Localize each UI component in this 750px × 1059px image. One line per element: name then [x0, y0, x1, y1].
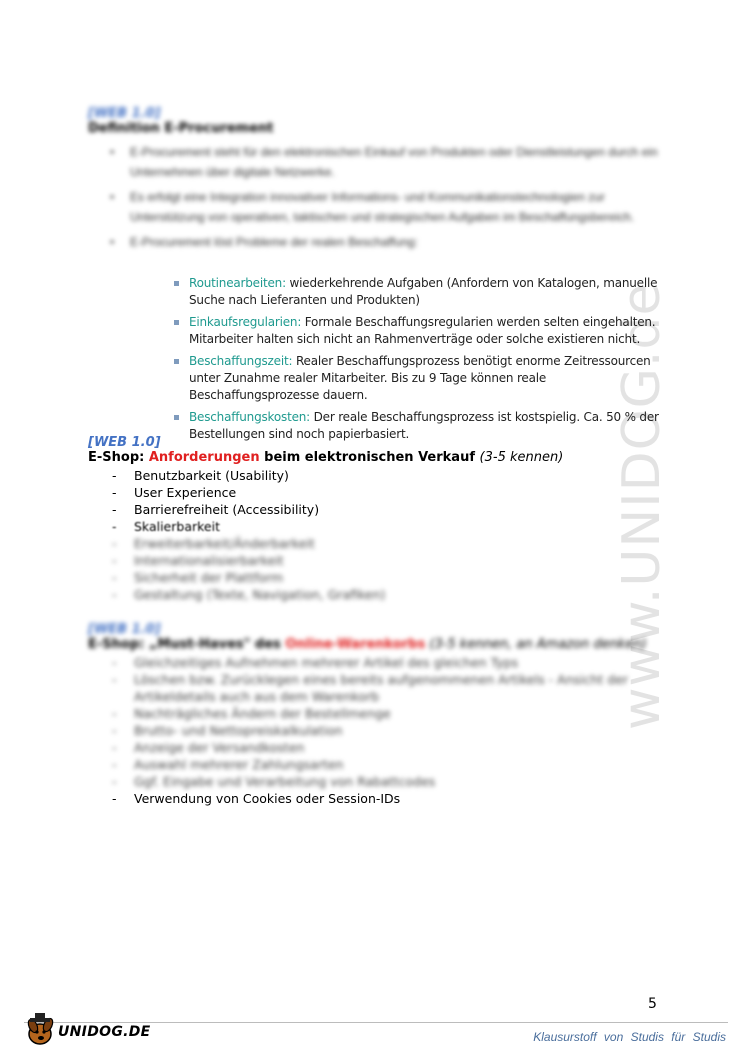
- dog-mascot-icon: [26, 1013, 54, 1044]
- list-item: - Skalierbarkeit: [88, 518, 658, 535]
- list-item: - Ggf. Eingabe und Verarbeitung von Rabattcodes: [88, 773, 668, 790]
- term-label: Beschaffungszeit:: [189, 354, 293, 368]
- list-item: • Es erfolgt eine Integration innovativer Informations- und Kommunikationstechnologien zur Unterstützung von operativen, taktischen und strategischen Aufgaben im Beschaffungsbereich.: [110, 187, 658, 227]
- list-item: [170, 314, 660, 348]
- list-item: - Gleichzeitiges Aufnehmen mehrerer Artikel des gleichen Typs: [88, 654, 668, 671]
- section-cart-must-haves: [88, 622, 668, 807]
- list-item: - Auswahl mehrerer Zahlungsarten: [88, 756, 668, 773]
- list-item: - Nachträgliches Ändern der Bestellmenge: [88, 705, 668, 722]
- heading-prefix: E-Shop:: [88, 450, 149, 465]
- section-heading: [88, 450, 658, 465]
- section-e-procurement: [88, 106, 658, 257]
- heading-highlight: Online-Warenkorbs: [285, 637, 426, 652]
- blurred-block-top: [88, 106, 658, 252]
- term-text: wiederkehrende Aufgaben (Anfordern von Katalogen, manuelle Suche nach Lieferanten und Produkten): [189, 276, 658, 307]
- page-number: 5: [648, 996, 657, 1012]
- term-text: Formale Beschaffungsregularien werden selten eingehalten. Mitarbeiter halten sich nicht an Rahmenverträge oder solche existieren nicht.: [189, 315, 656, 346]
- section-eshop-requirements: [88, 435, 658, 603]
- list-item: - Internationalisierbarkeit: [88, 552, 658, 569]
- list-item: - Benutzbarkeit (Usability): [88, 467, 658, 484]
- list-item: - Anzeige der Versandkosten: [88, 739, 668, 756]
- must-haves-list-visible: [88, 790, 668, 807]
- term-text: Realer Beschaffungsprozess benötigt enorme Zeitressourcen unter Zunahme realer Mitarbeiter. Bis zu 9 Tage können reale Beschaffungsprozesse dauern.: [189, 354, 651, 402]
- list-item: - Löschen bzw. Zurücklegen eines bereits aufgenommenen Artikels - Ansicht der Artikeldetails auch aus dem Warenkorb: [88, 671, 668, 705]
- heading-highlight: Anforderungen: [148, 450, 260, 465]
- list-item: - User Experience: [88, 484, 658, 501]
- term-label: Routinearbeiten:: [189, 276, 286, 290]
- term-label: Einkaufsregularien:: [189, 315, 302, 329]
- list-item: - Sicherheit der Plattform: [88, 569, 658, 586]
- section-tag: [WEB 1.0]: [88, 435, 161, 450]
- watermark-text: www.UNIDOG.de: [612, 282, 672, 730]
- heading-note: (3-5 kennen): [479, 450, 564, 465]
- list-item: - Gestaltung (Texte, Navigation, Grafiken): [88, 586, 658, 603]
- section-tag: [WEB 1.0]: [88, 106, 161, 121]
- list-item: • E-Procurement löst Probleme der realen Beschaffung:: [110, 232, 658, 252]
- logo-text: UNIDOG.DE: [58, 1024, 151, 1040]
- list-item: - Brutto- und Nettopreiskalkulation: [88, 722, 668, 739]
- must-haves-list: [88, 654, 668, 790]
- term-label: Beschaffungskosten:: [189, 410, 311, 424]
- section-heading: [88, 637, 668, 652]
- footer-tagline: Klausurstoff von Studis für Studis: [533, 1030, 726, 1044]
- list-item: - Barrierefreiheit (Accessibility): [88, 501, 658, 518]
- heading-prefix: E-Shop: „Must-Haves" des: [88, 637, 286, 652]
- list-item: [170, 353, 660, 404]
- list-item: - Erweiterbarkeit/Änderbarkeit: [88, 535, 658, 552]
- section-tag: [WEB 1.0]: [88, 622, 161, 637]
- section-heading: Definition E-Procurement: [88, 121, 274, 136]
- list-item: [170, 275, 660, 309]
- sub-bullet-list: [170, 275, 660, 448]
- list-item: - Verwendung von Cookies oder Session-IDs: [88, 790, 668, 807]
- list-item: • E-Procurement steht für den elektronischen Einkauf von Produkten oder Dienstleistungen durch ein Unternehmen über digitale Netzwerke.: [110, 142, 658, 182]
- term-text: Der reale Beschaffungsprozess ist kostspielig. Ca. 50 % der Bestellungen sind noch papierbasiert.: [189, 410, 659, 441]
- blurred-block-bottom: [88, 622, 668, 790]
- bullet-list: [110, 142, 658, 252]
- requirements-list: [88, 467, 658, 603]
- heading-suffix: beim elektronischen Verkauf: [259, 450, 480, 465]
- heading-note: (3-5 kennen, an Amazon denken): [425, 637, 647, 652]
